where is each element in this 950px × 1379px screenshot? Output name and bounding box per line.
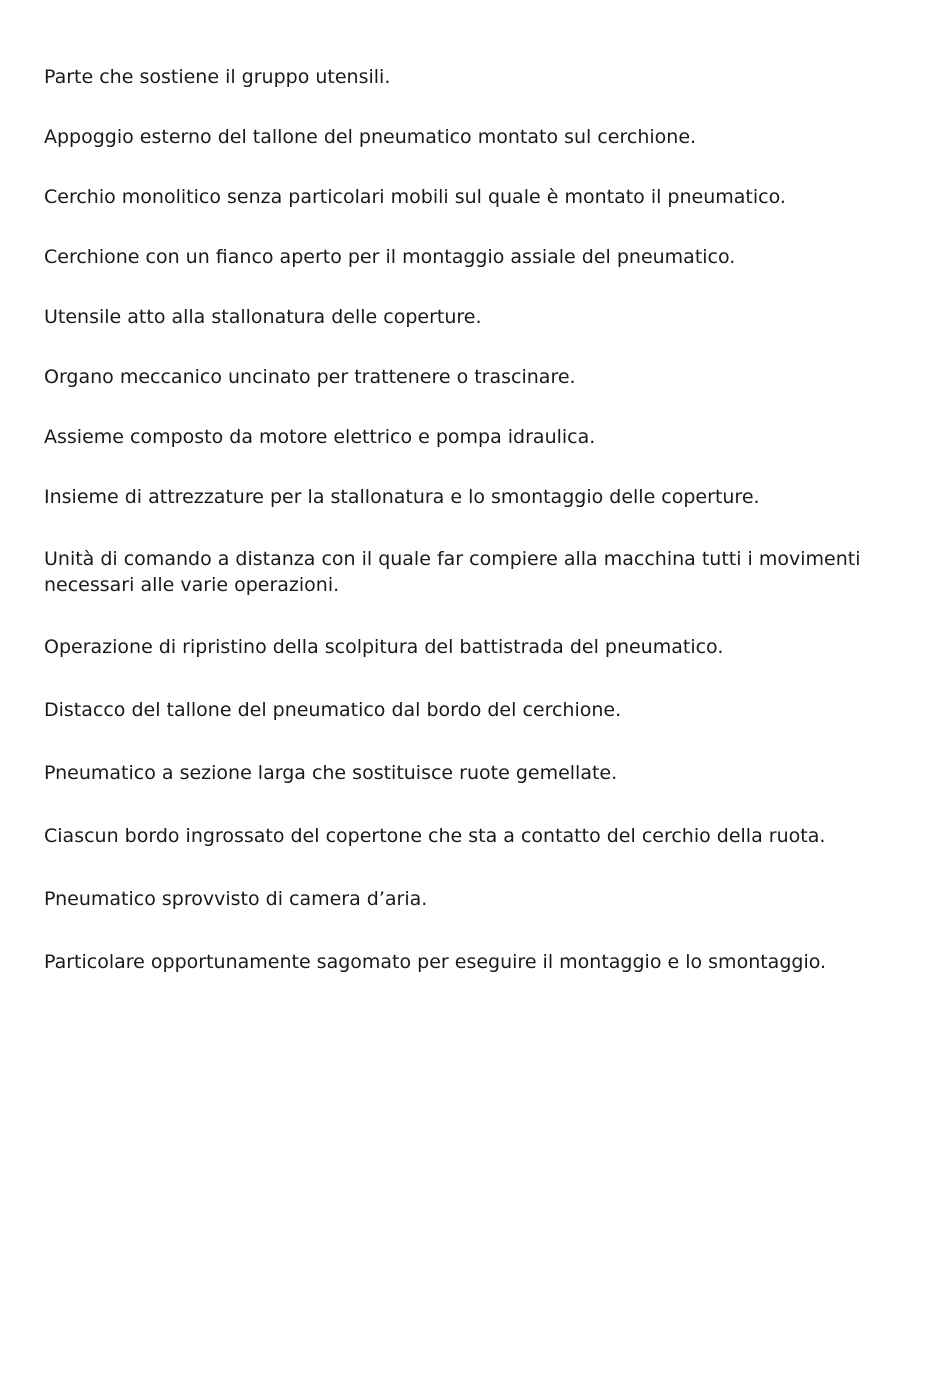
definition-list [44,64,904,975]
definition-item: Cerchione con un fianco aperto per il montaggio assiale del pneumatico. [44,246,736,268]
definition-item: Utensile atto alla stallonatura delle coperture. [44,306,482,328]
definition-item: Particolare opportunamente sagomato per eseguire il montaggio e lo smontaggio. [44,951,827,973]
definition-item: Pneumatico sprovvisto di camera d’aria. [44,888,428,910]
definition-item: Assieme composto da motore elettrico e pompa idraulica. [44,426,596,448]
definition-item: Distacco del tallone del pneumatico dal bordo del cerchione. [44,699,622,721]
definition-item: Operazione di ripristino della scolpitura del battistrada del pneumatico. [44,636,724,658]
definition-item: Parte che sostiene il gruppo utensili. [44,66,391,88]
definition-item: Unità di comando a distanza con il quale far compiere alla macchina tutti i movimenti necessari alle varie operazioni. [44,548,861,596]
definition-item: Insieme di attrezzature per la stallonatura e lo smontaggio delle coperture. [44,486,760,508]
definition-item: Organo meccanico uncinato per trattenere o trascinare. [44,366,576,388]
definition-item: Ciascun bordo ingrossato del copertone che sta a contatto del cerchio della ruota. [44,825,826,847]
definition-item: Cerchio monolitico senza particolari mobili sul quale è montato il pneumatico. [44,186,786,208]
definition-item: Pneumatico a sezione larga che sostituisce ruote gemellate. [44,762,618,784]
definition-item: Appoggio esterno del tallone del pneumatico montato sul cerchione. [44,126,697,148]
